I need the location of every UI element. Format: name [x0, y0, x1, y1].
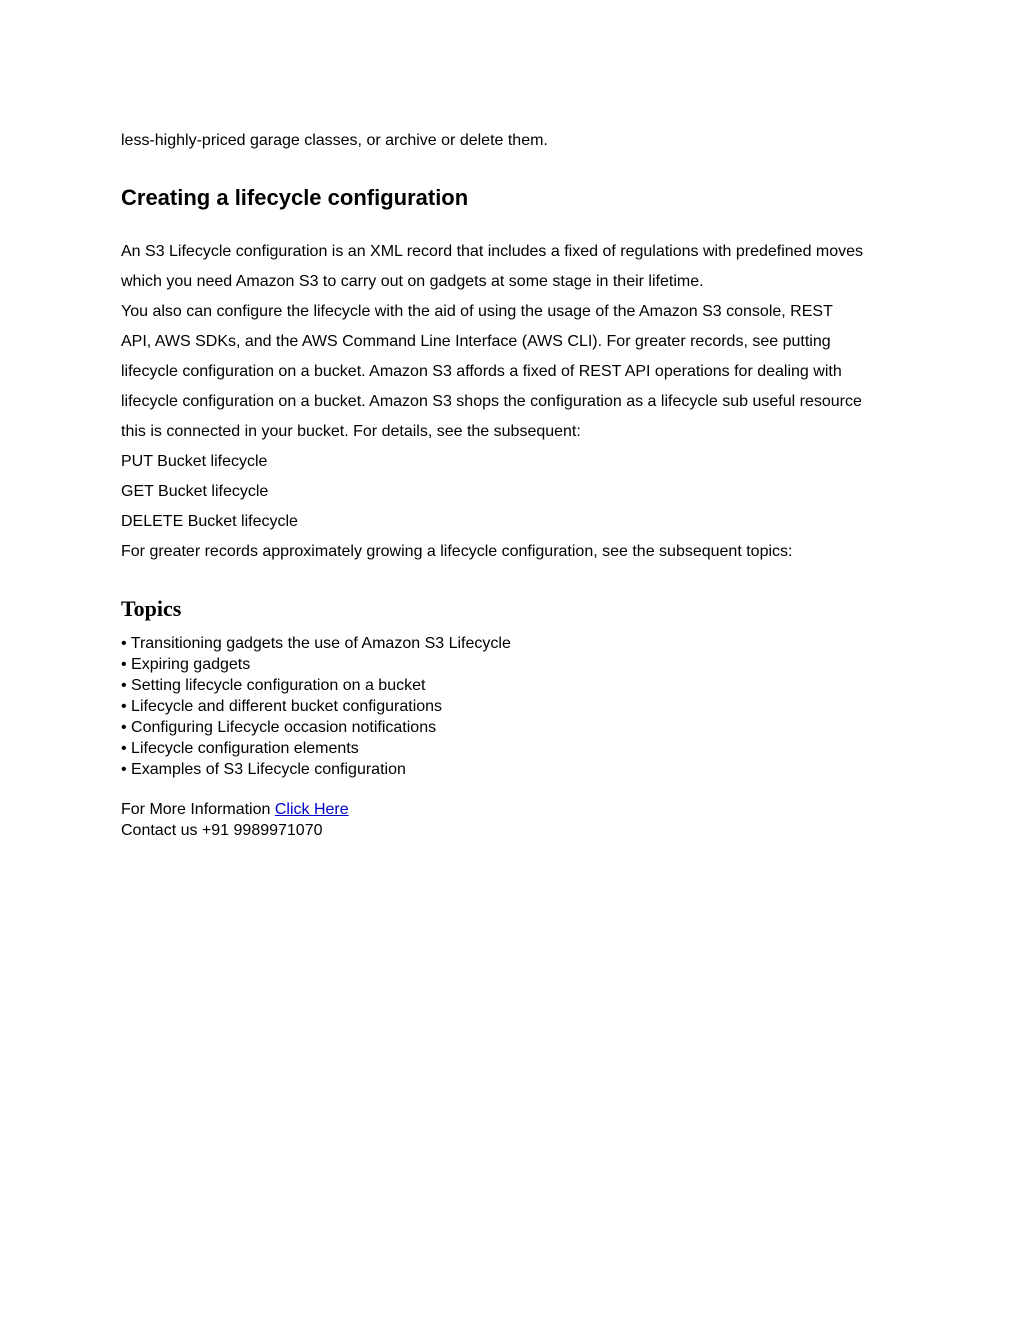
paragraph-line: lifecycle configuration on a bucket. Amazon S3 affords a fixed of REST API operations for dealing with	[121, 363, 842, 380]
topic-item: • Configuring Lifecycle occasion notifications	[121, 719, 437, 736]
api-delete-bucket-lifecycle: DELETE Bucket lifecycle	[121, 513, 298, 530]
topics-heading: Topics	[121, 596, 182, 621]
paragraph-line: which you need Amazon S3 to carry out on gadgets at some stage in their lifetime.	[121, 273, 704, 290]
paragraph-line: API, AWS SDKs, and the AWS Command Line Interface (AWS CLI). For greater records, see putting	[121, 333, 831, 350]
more-info-line	[121, 800, 349, 820]
paragraph-line: An S3 Lifecycle configuration is an XML record that includes a fixed of regulations with predefined moves	[121, 243, 864, 260]
paragraph-line: this is connected in your bucket. For details, see the subsequent:	[121, 423, 581, 440]
topic-item: • Lifecycle configuration elements	[121, 740, 359, 757]
more-info-label: For More Information	[121, 801, 275, 818]
topic-item: • Setting lifecycle configuration on a bucket	[121, 677, 426, 694]
topic-item: • Transitioning gadgets the use of Amazon S3 Lifecycle	[121, 635, 511, 652]
paragraph-line: You also can configure the lifecycle with the aid of using the usage of the Amazon S3 console, REST	[121, 303, 833, 320]
topic-item: • Examples of S3 Lifecycle configuration	[121, 761, 406, 778]
api-put-bucket-lifecycle: PUT Bucket lifecycle	[121, 453, 268, 470]
intro-fragment: less-highly-priced garage classes, or archive or delete them.	[121, 132, 548, 149]
topic-item: • Expiring gadgets	[121, 656, 251, 673]
click-here-link[interactable]: Click Here	[274, 801, 349, 818]
api-get-bucket-lifecycle: GET Bucket lifecycle	[121, 483, 269, 500]
contact-line: Contact us +91 9989971070	[121, 822, 323, 839]
paragraph-line: lifecycle configuration on a bucket. Amazon S3 shops the configuration as a lifecycle sub useful resource	[121, 393, 862, 410]
paragraph-line: For greater records approximately growing a lifecycle configuration, see the subsequent topics:	[121, 543, 793, 560]
section-heading: Creating a lifecycle configuration	[121, 185, 469, 210]
topic-item: • Lifecycle and different bucket configurations	[121, 698, 443, 715]
